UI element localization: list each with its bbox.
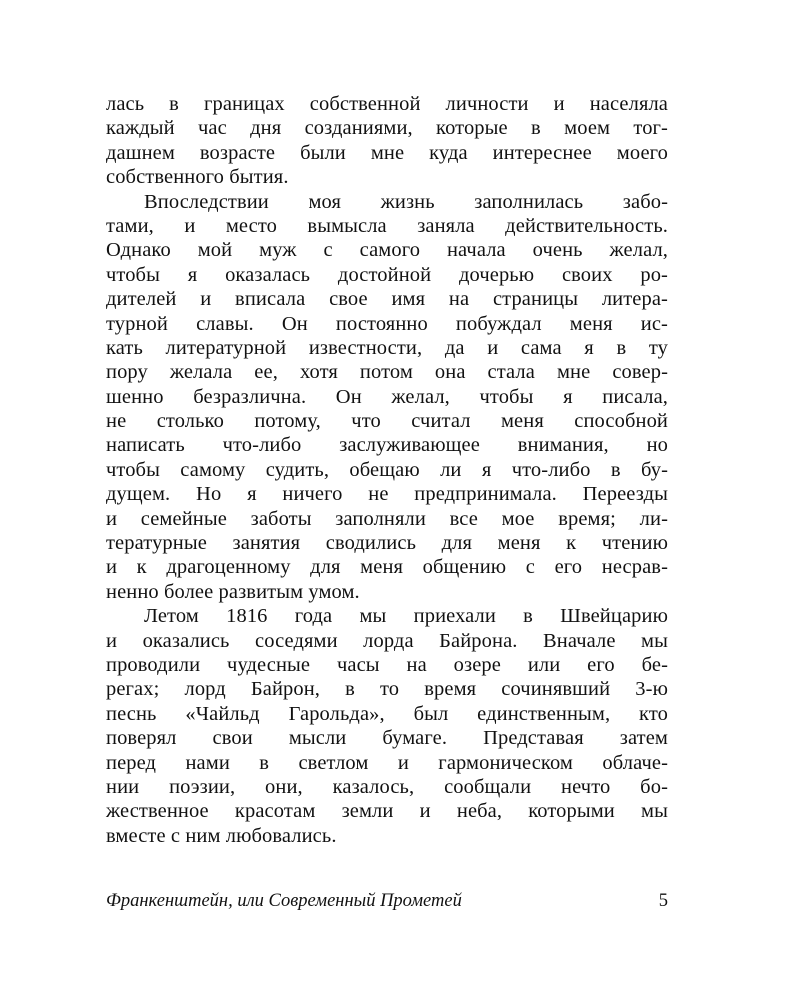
text-line: кать литературной известности, да и сама я в ту — [106, 336, 668, 359]
text-line: перед нами в светлом и гармоническом облаче- — [106, 751, 668, 774]
running-title: Франкенштейн, или Современный Прометей — [106, 891, 462, 911]
text-line: регах; лорд Байрон, в то время сочинявший 3-ю — [106, 678, 668, 701]
paragraph-3 — [106, 604, 668, 848]
text-line: и к драгоценному для меня общению с его несрав- — [106, 556, 668, 579]
paragraph-2 — [106, 190, 668, 605]
text-line: турной славы. Он постоянно побуждал меня ис- — [106, 312, 668, 335]
text-line: поверял свои мысли бумаге. Представая затем — [106, 727, 668, 750]
paragraph-1 — [106, 92, 668, 190]
text-line: жественное красотам земли и неба, которыми мы — [106, 800, 668, 823]
text-line: проводили чудесные часы на озере или его бе- — [106, 653, 668, 676]
text-line: Однако мой муж с самого начала очень желал, — [106, 239, 668, 262]
text-line: чтобы самому судить, обещаю ли я что-либо в бу- — [106, 458, 668, 481]
text-line: нии поэзии, они, казалось, сообщали нечто бо- — [106, 775, 668, 798]
page-number: 5 — [658, 891, 668, 911]
text-line: тами, и место вымысла заняла действительность. — [106, 214, 668, 237]
text-line: шенно безразлична. Он желал, чтобы я писала, — [106, 385, 668, 408]
text-line: пору желала ее, хотя потом она стала мне совер- — [106, 361, 668, 384]
text-line: каждый час дня созданиями, которые в моем тог- — [106, 117, 668, 140]
text-line: и семейные заботы заполняли все мое время; ли- — [106, 507, 668, 530]
page-footer — [106, 888, 668, 914]
text-line: песнь «Чайльд Гарольда», был единственным, кто — [106, 702, 668, 725]
text-line: вместе с ним любовались. — [106, 824, 337, 847]
text-line: лась в границах собственной личности и населяла — [106, 93, 668, 115]
text-line: Впоследствии моя жизнь заполнилась забо- — [144, 190, 668, 213]
text-line: ненно более развитым умом. — [106, 580, 360, 603]
text-line: не столько потому, что считал меня способной — [106, 410, 668, 433]
text-line: дашнем возрасте были мне куда интереснее моего — [106, 141, 668, 164]
body-text — [106, 92, 668, 848]
text-line: собственного бытия. — [106, 166, 289, 189]
text-line: дителей и вписала свое имя на страницы литера- — [106, 288, 668, 311]
text-line: и оказались соседями лорда Байрона. Вначале мы — [106, 629, 668, 652]
text-line: дущем. Но я ничего не предпринимала. Переезды — [106, 483, 668, 506]
text-line: чтобы я оказалась достойной дочерью своих ро- — [106, 263, 668, 286]
text-line: написать что-либо заслуживающее внимания, но — [106, 434, 668, 457]
text-line: Летом 1816 года мы приехали в Швейцарию — [144, 605, 668, 628]
text-line: тературные занятия сводились для меня к чтению — [106, 532, 668, 555]
